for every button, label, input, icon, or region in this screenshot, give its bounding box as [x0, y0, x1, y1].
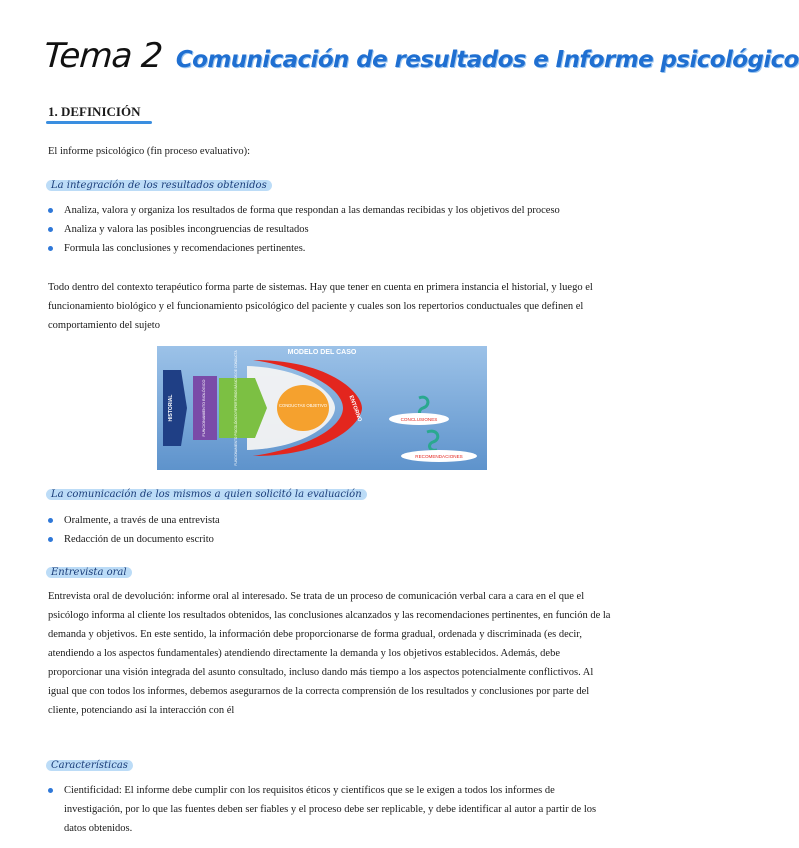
bullet-list-caracteristicas: [46, 781, 612, 838]
section-underline: [46, 121, 152, 124]
list-item: [46, 511, 606, 530]
list-item: [46, 220, 606, 239]
historial-label: HISTORIAL: [168, 394, 174, 422]
conductas-objetivo-label: CONDUCTAS OBJETIVO: [278, 403, 328, 408]
highlight-caracteristicas: Características: [46, 760, 133, 771]
recomendaciones-label: RECOMENDACIONES: [415, 454, 463, 459]
paragraph-sistemas: Todo dentro del contexto terapéutico forma parte de sistemas. Hay que tener en cuenta en primera instancia el historial, y luego el funcionamiento biológico y el funcionamiento psicológico del paciente y cuales son los repertorios conductuales que definen el comportamiento del sujeto: [48, 282, 593, 331]
list-item: [46, 239, 606, 258]
highlight-integracion: La integración de los resultados obtenidos: [46, 180, 272, 191]
entorno-label: ENTORNO: [347, 394, 363, 423]
list-item: [46, 201, 606, 220]
bullet-list-comunicacion: [46, 511, 606, 549]
highlight-entrevista-oral: Entrevista oral: [46, 567, 132, 578]
bullet-icon: [48, 208, 53, 213]
list-item-text: Analiza y valora las posibles incongruencias de resultados: [64, 224, 309, 235]
bullet-icon: [48, 788, 53, 793]
bullet-icon: [48, 537, 53, 542]
bullet-icon: [48, 518, 53, 523]
paragraph-entrevista: Entrevista oral de devolución: informe oral al interesado. Se trata de un proceso de comunicación verbal cara a cara en el que el psicólogo informa al cliente los resultados obtenidos, las conclusiones alcanzados y las recomendaciones pertinentes, en función de la demanda y objetivos. En este sentido, la información debe proporcionarse de forma gradual, ordenada y discriminada (es decir, atendiendo a los aspectos fundamentales) atendiendo directamente la demanda y los objetivos establecidos. Además, debe proporcionar una visión integrada del asunto consultado, incluso dando más tiempo a los aspectos potencialmente conflictivos. Al igual que con todos los informes, debemos asegurarnos de la correcta comprensión de los resultados y conclusiones por parte del cliente, potenciando así la interacción con él: [48, 591, 611, 716]
bullet-icon: [48, 227, 53, 232]
highlight-comunicacion: La comunicación de los mismos a quien solicitó la evaluación: [46, 489, 367, 500]
intro-text: El informe psicológico (fin proceso evaluativo):: [48, 146, 251, 157]
bullet-list-integracion: [46, 201, 606, 258]
title-main: Tema 2: [42, 36, 164, 76]
psicologico-label: FUNCIONAMIENTO PSICOLÓGICO REPERTORIOS BÁSICOS DE CONDUCTA: [234, 350, 238, 466]
list-item-text: Analiza, valora y organiza los resultados de forma que respondan a las demandas recibidas y los objetivos del proceso: [64, 205, 560, 216]
list-item-text: Redacción de un documento escrito: [64, 534, 214, 545]
list-item-text: Cientificidad: El informe debe cumplir con los requisitos éticos y científicos que se le exigen a todos los informes de investigación, por lo que las fuentes deben ser fiables y el proceso debe ser replicable, y debe identificar al autor a partir de los datos obtenidos.: [64, 785, 597, 834]
list-item: [46, 530, 606, 549]
conductas-objetivo-circle: [277, 385, 329, 431]
list-item-text: Formula las conclusiones y recomendaciones pertinentes.: [64, 243, 306, 254]
biologico-label: FUNCIONAMIENTO BIOLÓGICO: [202, 379, 206, 437]
list-item: [46, 781, 612, 838]
section-heading-definicion: 1. DEFINICIÓN: [48, 104, 141, 119]
diagram-title: MODELO DEL CASO: [287, 349, 357, 356]
title-subtitle: Comunicación de resultados e Informe psicológico: [175, 47, 799, 73]
case-model-diagram: [157, 346, 487, 470]
list-item-text: Oralmente, a través de una entrevista: [64, 515, 220, 526]
bullet-icon: [48, 246, 53, 251]
conclusiones-label: CONCLUSIONES: [400, 417, 438, 422]
document-title: [44, 36, 799, 76]
